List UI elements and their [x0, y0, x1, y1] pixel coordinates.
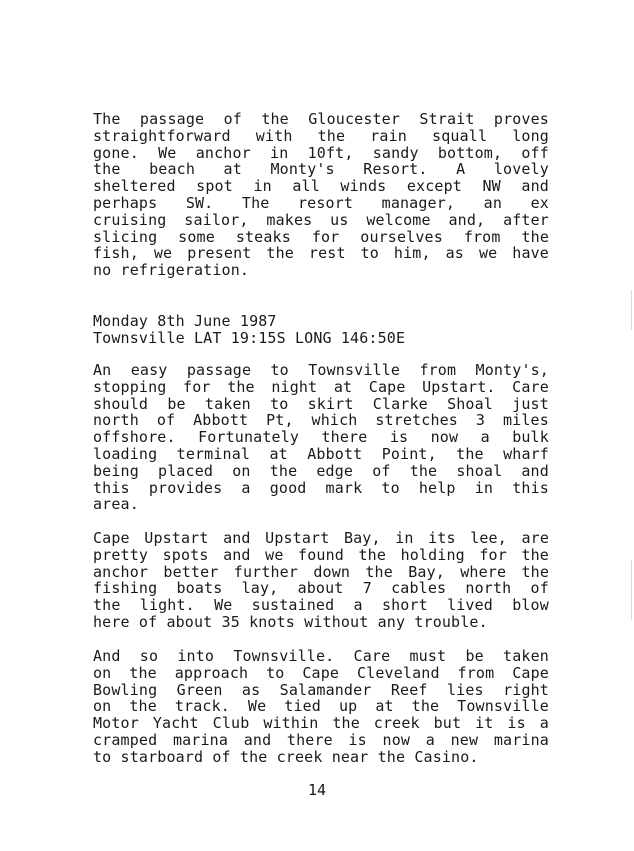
paragraph-passage-to-townsville: [93, 362, 549, 513]
text-line: gone. We anchor in 10ft, sandy bottom, off: [93, 143, 549, 162]
scan-edge-mark: [631, 290, 632, 330]
text-line: The passage of the Gloucester Strait proves: [93, 110, 549, 128]
text-line: this provides a good mark to help in this: [93, 478, 549, 497]
text-line: straightforward with the rain squall long: [93, 126, 549, 145]
text-line: the light. We sustained a short lived blow: [93, 596, 549, 615]
text-line: on the approach to Cape Cleveland from Cape: [93, 663, 549, 682]
text-line: perhaps SW. The resort manager, an ex: [93, 193, 549, 212]
text-line: no refrigeration.: [93, 261, 250, 280]
text-line: offshore. Fortunately there is now a bulk: [93, 428, 549, 447]
paragraph-into-townsville: [93, 648, 549, 766]
text-line: stopping for the night at Cape Upstart. Care: [93, 377, 549, 396]
page-number: 14: [307, 781, 327, 799]
log-entry-heading: [93, 313, 549, 347]
text-line: to starboard of the creek near the Casino.: [93, 747, 479, 766]
text-line: Motor Yacht Club within the creek but it is a: [93, 714, 549, 733]
text-line: north of Abbott Pt, which stretches 3 miles: [93, 411, 549, 430]
text-line: area.: [93, 495, 139, 514]
text-line: being placed on the edge of the shoal and: [93, 461, 549, 480]
text-line: anchor better further down the Bay, where the: [93, 562, 549, 581]
text-line: pretty spots and we found the holding for the: [93, 545, 549, 564]
text-line: here of about 35 knots without any trouble.: [93, 612, 488, 631]
entry-position: Townsville LAT 19:15S LONG 146:50E: [93, 328, 406, 347]
text-line: fish, we present the rest to him, as we have: [93, 244, 549, 263]
entry-date: Monday 8th June 1987: [93, 312, 277, 330]
scan-edge-mark: [631, 560, 632, 620]
text-line: cramped marina and there is now a new marina: [93, 730, 549, 749]
text-line: loading terminal at Abbott Point, the wharf: [93, 444, 549, 463]
text-line: on the track. We tied up at the Townsville: [93, 697, 549, 716]
text-line: fishing boats lay, about 7 cables north of: [93, 579, 549, 598]
text-line: cruising sailor, makes us welcome and, after: [93, 210, 549, 229]
paragraph-gloucester-strait: [93, 111, 549, 279]
text-line: Bowling Green as Salamander Reef lies right: [93, 680, 549, 699]
text-line: And so into Townsville. Care must be taken: [93, 647, 549, 665]
text-line: the beach at Monty's Resort. A lovely: [93, 160, 549, 179]
text-line: sheltered spot in all winds except NW and: [93, 177, 549, 196]
text-line: Cape Upstart and Upstart Bay, in its lee, are: [93, 529, 549, 547]
paragraph-cape-upstart: [93, 530, 549, 631]
text-line: slicing some steaks for ourselves from the: [93, 227, 549, 246]
text-line: An easy passage to Townsville from Monty's,: [93, 361, 549, 379]
text-line: should be taken to skirt Clarke Shoal just: [93, 394, 549, 413]
